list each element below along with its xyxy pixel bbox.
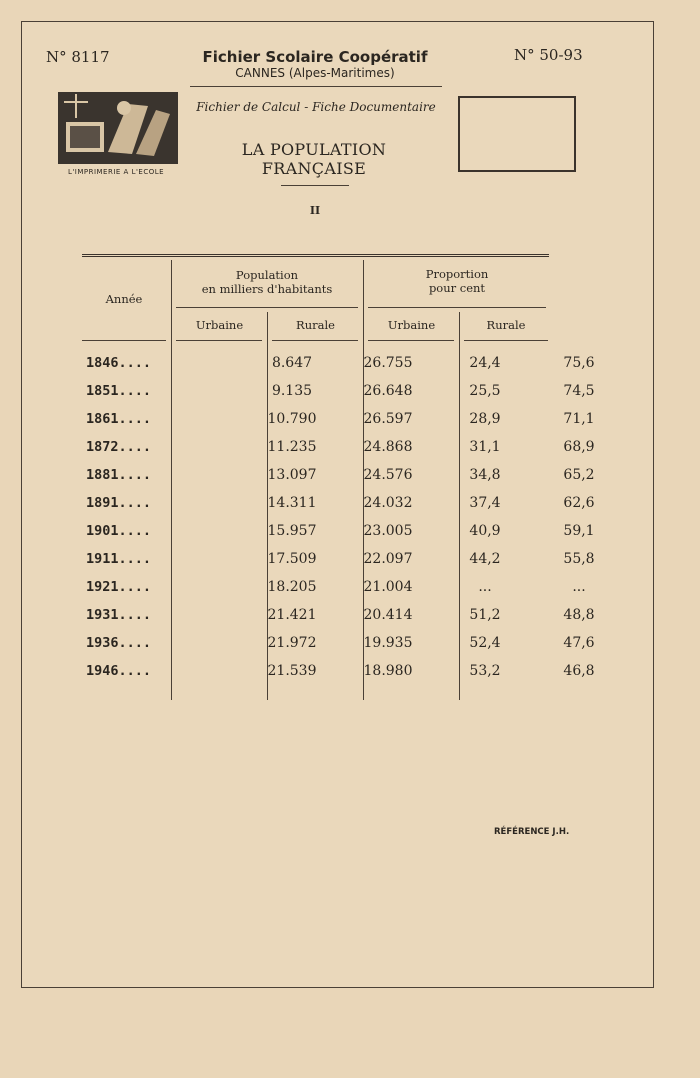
cell-prop-urban: ... (478, 579, 492, 595)
cell-year: 1931.... (86, 607, 152, 623)
table-header-underline (176, 340, 262, 341)
column-header-pop-rural: Rurale (296, 318, 335, 332)
cell-year: 1901.... (86, 523, 152, 539)
cell-pop-urban: 15.957 (267, 523, 317, 539)
cell-year: 1861.... (86, 411, 152, 427)
cell-pop-rural: 20.414 (363, 607, 413, 623)
table-top-rule (82, 254, 549, 257)
card-number-right: N° 50-93 (514, 46, 583, 64)
cell-prop-urban: 24,4 (469, 355, 501, 371)
cell-prop-rural: 47,6 (563, 635, 595, 651)
cell-pop-rural: 24.032 (363, 495, 413, 511)
cell-pop-rural: 21.004 (363, 579, 413, 595)
cell-prop-rural: 65,2 (563, 467, 595, 483)
cell-pop-urban: 10.790 (267, 411, 317, 427)
cell-pop-rural: 24.868 (363, 439, 413, 455)
cell-prop-rural: 62,6 (563, 495, 595, 511)
cell-pop-rural: 22.097 (363, 551, 413, 567)
cell-pop-rural: 23.005 (363, 523, 413, 539)
cell-prop-urban: 37,4 (469, 495, 501, 511)
cell-year: 1846.... (86, 355, 152, 371)
table-header-underline (368, 340, 454, 341)
cell-prop-urban: 25,5 (469, 383, 501, 399)
cell-pop-rural: 24.576 (363, 467, 413, 483)
group-header-proportion (364, 267, 550, 295)
cell-prop-rural: 59,1 (563, 523, 595, 539)
cell-pop-urban: 21.539 (267, 663, 317, 679)
cell-prop-rural: ... (572, 579, 586, 595)
reference-note: RÉFÉRENCE J.H. (494, 827, 570, 837)
cell-pop-rural: 18.980 (363, 663, 413, 679)
group-header-population-line2: en milliers d'habitants (201, 282, 333, 296)
cell-prop-urban: 51,2 (469, 607, 501, 623)
cell-year: 1946.... (86, 663, 152, 679)
cell-pop-rural: 19.935 (363, 635, 413, 651)
printing-press-icon (58, 92, 178, 164)
document-title-line2: FRANÇAISE (261, 159, 367, 178)
cell-prop-rural: 48,8 (563, 607, 595, 623)
printing-press-logo (58, 92, 178, 164)
logo-caption: L'IMPRIMERIE A L'ECOLE (67, 168, 165, 176)
cell-prop-urban: 34,8 (469, 467, 501, 483)
cell-pop-rural: 26.597 (363, 411, 413, 427)
cell-prop-rural: 71,1 (563, 411, 595, 427)
cell-year: 1936.... (86, 635, 152, 651)
card-number-left: N° 8117 (46, 48, 110, 66)
cell-pop-rural: 26.755 (363, 355, 413, 371)
part-number: II (309, 204, 321, 217)
publisher-title: Fichier Scolaire Coopératif (202, 48, 428, 66)
cell-pop-urban: 18.205 (267, 579, 317, 595)
cell-prop-urban: 44,2 (469, 551, 501, 567)
cell-prop-urban: 52,4 (469, 635, 501, 651)
publisher-location: CANNES (Alpes-Maritimes) (235, 66, 395, 80)
cell-pop-rural: 26.648 (363, 383, 413, 399)
column-header-year: Année (105, 292, 143, 306)
cell-pop-urban: 11.235 (267, 439, 317, 455)
cell-prop-urban: 28,9 (469, 411, 501, 427)
cell-prop-rural: 68,9 (563, 439, 595, 455)
column-header-pop-urban: Urbaine (195, 318, 244, 332)
cell-pop-urban: 8.647 (271, 355, 313, 371)
table-header-underline (464, 340, 548, 341)
cell-pop-urban: 21.421 (267, 607, 317, 623)
cell-prop-urban: 31,1 (469, 439, 501, 455)
cell-pop-urban: 14.311 (267, 495, 317, 511)
table-group-underline (176, 307, 358, 308)
cell-pop-urban: 9.135 (271, 383, 313, 399)
cell-prop-rural: 75,6 (563, 355, 595, 371)
cell-prop-rural: 74,5 (563, 383, 595, 399)
cell-year: 1921.... (86, 579, 152, 595)
cell-pop-urban: 21.972 (267, 635, 317, 651)
empty-label-box (458, 96, 576, 172)
group-header-proportion-line2: pour cent (428, 281, 486, 295)
document-title (214, 140, 414, 178)
cell-prop-rural: 55,8 (563, 551, 595, 567)
table-header-underline (82, 340, 166, 341)
cell-year: 1891.... (86, 495, 152, 511)
table-group-underline (368, 307, 546, 308)
cell-year: 1911.... (86, 551, 152, 567)
header-divider (190, 86, 442, 87)
cell-pop-urban: 17.509 (267, 551, 317, 567)
group-header-population (172, 268, 362, 296)
table-header-underline (272, 340, 358, 341)
group-header-population-line1: Population (235, 268, 299, 282)
cell-prop-urban: 40,9 (469, 523, 501, 539)
column-header-prop-urban: Urbaine (387, 318, 436, 332)
group-header-proportion-line1: Proportion (425, 267, 489, 281)
cell-prop-urban: 53,2 (469, 663, 501, 679)
cell-year: 1881.... (86, 467, 152, 483)
column-header-prop-rural: Rurale (486, 318, 526, 332)
cell-pop-urban: 13.097 (267, 467, 317, 483)
title-underline (281, 185, 349, 186)
cell-prop-rural: 46,8 (563, 663, 595, 679)
cell-year: 1872.... (86, 439, 152, 455)
card-kind: Fichier de Calcul - Fiche Documentaire (196, 100, 436, 114)
cell-year: 1851.... (86, 383, 152, 399)
document-title-line1: LA POPULATION (241, 140, 387, 159)
